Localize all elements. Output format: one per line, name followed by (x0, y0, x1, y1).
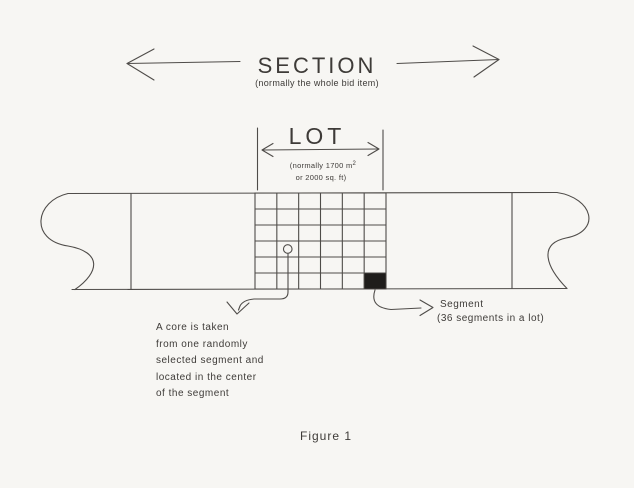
lot-note-superscript: 2 (352, 161, 357, 167)
core-note-line: selected segment and (156, 355, 264, 366)
core-note-line: from one randomly (156, 338, 248, 350)
core-note-line: located in the center (156, 371, 257, 383)
right-break-squiggle (548, 193, 589, 289)
highlighted-segment-cell (364, 273, 386, 289)
core-location-circle (283, 245, 292, 254)
section-label: SECTION (257, 53, 377, 78)
core-note-line: A core is taken (156, 322, 230, 333)
lot-note-line2: or 2000 sq. ft) (295, 173, 347, 182)
section-note: (normally the whole bid item) (255, 78, 379, 88)
segment-annotation-arrow (374, 290, 433, 316)
left-break-squiggle (41, 194, 94, 290)
figure-caption: Figure 1 (299, 429, 353, 443)
segment-note: (36 segments in a lot) (437, 313, 545, 324)
core-annotation-arrow (227, 254, 288, 314)
lot-note-line1-text: (normally 1700 m (289, 161, 353, 170)
segment-label: Segment (440, 299, 484, 310)
lot-note-line1 (6, 161, 634, 170)
core-note-line: of the segment (156, 388, 230, 399)
lot-label: LOT (288, 123, 346, 149)
core-note (156, 320, 264, 403)
